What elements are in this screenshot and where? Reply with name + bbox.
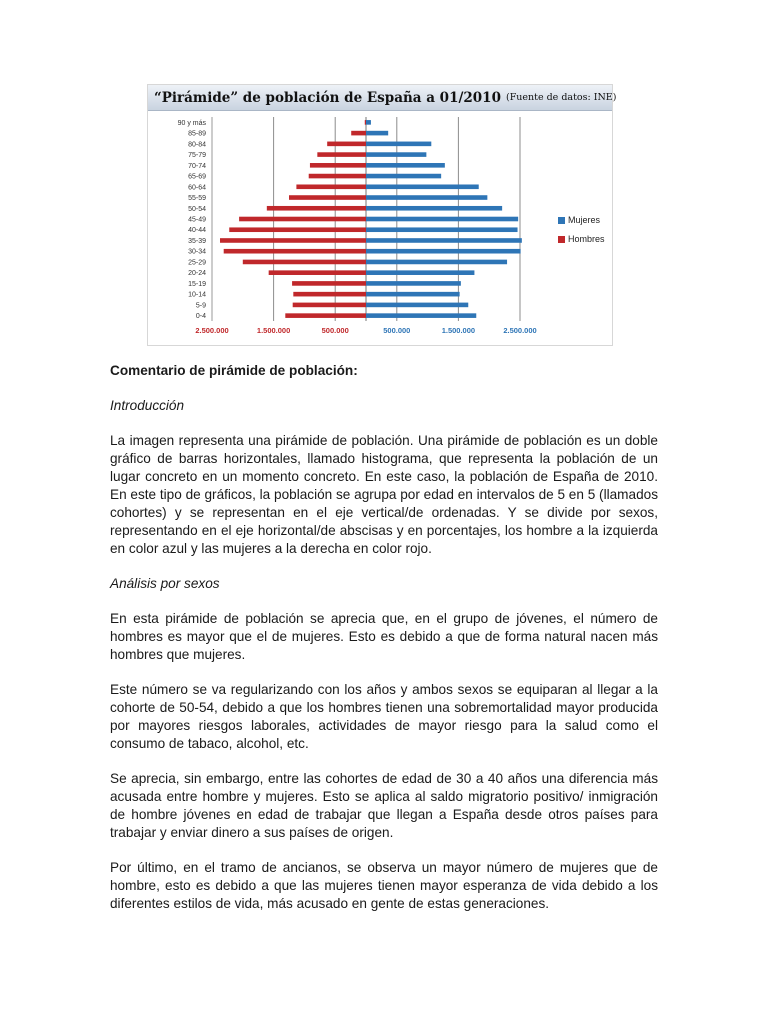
bar-hombres	[239, 217, 366, 222]
bar-mujeres	[366, 270, 474, 275]
y-tick-label: 65-69	[188, 173, 206, 181]
bar-hombres	[269, 270, 366, 275]
bar-mujeres	[366, 195, 487, 200]
y-tick-label: 70-74	[188, 162, 206, 170]
bar-mujeres	[366, 260, 507, 265]
y-tick-label: 55-59	[188, 195, 206, 203]
bar-mujeres	[366, 163, 445, 168]
population-pyramid-figure	[147, 84, 617, 346]
y-tick-label: 45-49	[188, 216, 206, 224]
bar-mujeres	[366, 249, 521, 254]
bar-hombres	[292, 281, 366, 286]
bar-mujeres	[366, 174, 441, 179]
bar-hombres	[289, 195, 366, 200]
bar-hombres	[310, 163, 366, 168]
paragraph-analysis-3: Se aprecia, sin embargo, entre las cohortes de edad de 30 a 40 años una diferencia más acusada entre hombre y mujeres. Esto se aplica al saldo migratorio positivo/ inmigración de hombre jóvenes en edad de trabajar que llegan a España desde otros países para trabajar y enviar dinero a sus países de origen.	[110, 771, 658, 840]
bar-mujeres	[366, 292, 460, 297]
x-tick-label: 1.500.000	[441, 326, 476, 335]
x-tick-label: 1.500.000	[256, 326, 291, 335]
bar-mujeres	[366, 238, 522, 243]
document-heading: Comentario de pirámide de población:	[110, 363, 358, 378]
y-tick-label: 5-9	[195, 302, 206, 310]
x-tick-label: 500.000	[383, 326, 411, 335]
bar-hombres	[243, 260, 366, 265]
y-tick-label: 75-79	[188, 152, 206, 160]
section-heading-intro: Introducción	[110, 398, 185, 413]
bar-mujeres	[366, 281, 461, 286]
bar-mujeres	[366, 206, 502, 211]
bar-hombres	[293, 303, 366, 308]
bar-mujeres	[366, 120, 371, 125]
paragraph-intro: La imagen representa una pirámide de población. Una pirámide de población es un doble gráfico de barras horizontales, llamado histograma, que representa la población de un lugar concreto en un momento concreto. En este caso, la población de España de 2010. En este tipo de gráficos, la población se agrupa por edad en intervalos de 5 en 5 (llamados cohortes) y se representan en el eje vertical/de ordenadas. Y se divide por sexos, representando en el eje horizontal/de abscisas y en porcentajes, los hombre a la izquierda en color azul y las mujeres a la derecha en color rojo.	[110, 433, 658, 556]
legend-swatch-hombres	[558, 236, 565, 243]
y-tick-label: 80-84	[188, 141, 206, 149]
bar-hombres	[285, 313, 366, 318]
y-tick-label: 25-29	[188, 259, 206, 267]
paragraph-analysis-1: En esta pirámide de población se aprecia que, en el grupo de jóvenes, el número de hombres es mayor que el de mujeres. Esto es debido a que de forma natural nacen más hombres que mujeres.	[110, 611, 658, 662]
y-tick-label: 90 y más	[177, 119, 206, 127]
bar-hombres	[293, 292, 366, 297]
y-tick-label: 35-39	[188, 237, 206, 245]
paragraph-analysis-4: Por último, en el tramo de ancianos, se observa un mayor número de mujeres que de hombre, esto es debido a que las mujeres tienen mayor esperanza de vida debido a los diferentes estilos de vida, más acusado en gente de estas generaciones.	[110, 860, 658, 911]
y-tick-label: 50-54	[188, 205, 206, 213]
y-tick-label: 30-34	[188, 248, 206, 256]
bar-mujeres	[366, 227, 518, 232]
population-pyramid-chart	[148, 111, 612, 345]
bar-mujeres	[366, 152, 426, 157]
section-heading-analysis: Análisis por sexos	[110, 576, 220, 591]
y-tick-label: 10-14	[188, 291, 206, 299]
chart-title: “Pirámide” de población de España a 01/2010	[154, 89, 501, 106]
bar-mujeres	[366, 217, 518, 222]
bar-hombres	[327, 142, 366, 147]
bar-hombres	[296, 184, 366, 189]
y-tick-label: 15-19	[188, 280, 206, 288]
x-tick-label: 2.500.000	[195, 326, 229, 335]
legend-label-mujeres: Mujeres	[568, 215, 601, 225]
y-tick-label: 85-89	[188, 130, 206, 138]
y-tick-label: 60-64	[188, 184, 206, 192]
x-tick-label: 2.500.000	[503, 326, 537, 335]
chart-title-bar	[148, 85, 617, 111]
bar-hombres	[229, 227, 366, 232]
document-body	[110, 362, 658, 930]
x-tick-label: 500.000	[321, 326, 349, 335]
legend-label-hombres: Hombres	[568, 234, 605, 244]
legend-swatch-mujeres	[558, 217, 565, 224]
bar-hombres	[365, 120, 366, 125]
bar-mujeres	[366, 184, 479, 189]
chart-source: (Fuente de datos: INE)	[505, 92, 617, 103]
y-tick-label: 0-4	[195, 313, 206, 321]
bar-hombres	[224, 249, 366, 254]
bar-hombres	[309, 174, 366, 179]
bar-mujeres	[366, 303, 468, 308]
bar-mujeres	[366, 131, 388, 136]
bar-hombres	[220, 238, 366, 243]
y-tick-label: 40-44	[188, 227, 206, 235]
bar-hombres	[351, 131, 366, 136]
paragraph-analysis-2: Este número se va regularizando con los años y ambos sexos se equiparan al llegar a la cohorte de 50-54, debido a que los hombres tienen una sobremortalidad mayor producida por mayores riesgos laborales, actividades de mayor riesgo para la salud como el consumo de tabaco, alcohol, etc.	[110, 682, 658, 751]
bar-mujeres	[366, 142, 431, 147]
bar-hombres	[267, 206, 366, 211]
bar-hombres	[317, 152, 366, 157]
y-tick-label: 20-24	[188, 270, 206, 278]
bar-mujeres	[366, 313, 476, 318]
